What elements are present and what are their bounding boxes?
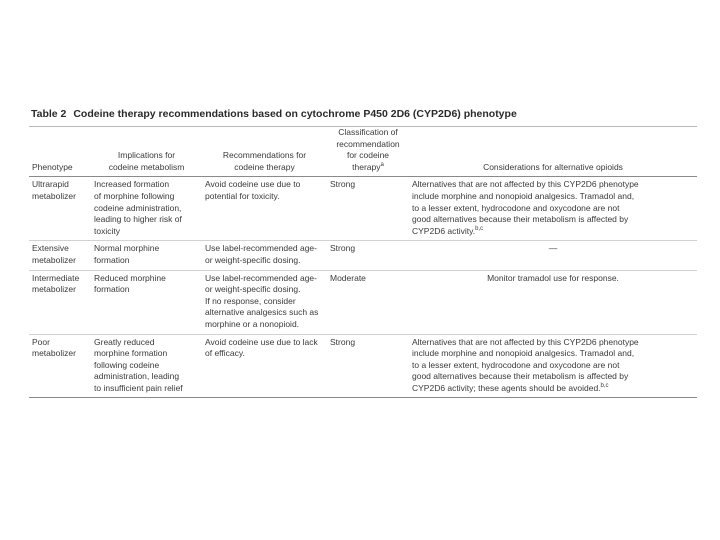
cell-implications: Reduced morphine formation xyxy=(91,270,202,334)
footnote-marker: b,c xyxy=(600,383,609,390)
cell-classification: Strong xyxy=(327,177,409,241)
header-considerations: Considerations for alternative opioids xyxy=(409,127,697,177)
header-implications: Implications for codeine metabolism xyxy=(91,127,202,177)
header-recommendations: Recommendations for codeine therapy xyxy=(202,127,327,177)
cell-considerations: — xyxy=(409,241,697,270)
table-row xyxy=(29,241,697,270)
cell-implications: Greatly reduced morphine formation following codeine administration, leading to insufficient pain relief xyxy=(91,334,202,398)
cell-phenotype: Ultrarapid metabolizer xyxy=(29,177,91,241)
cell-recommendations: Avoid codeine use due to lack of efficacy. xyxy=(202,334,327,398)
header-phenotype: Phenotype xyxy=(29,127,91,177)
cell-phenotype: Extensive metabolizer xyxy=(29,241,91,270)
recommendations-table xyxy=(29,126,697,398)
cell-implications: Normal morphine formation xyxy=(91,241,202,270)
cell-phenotype: Poor metabolizer xyxy=(29,334,91,398)
table-row xyxy=(29,270,697,334)
header-classification: Classification of recommendation for codeine therapy$^a$ xyxy=(327,127,409,177)
cell-recommendations: Use label-recommended age- or weight-specific dosing. xyxy=(202,241,327,270)
cell-considerations: Alternatives that are not affected by this CYP2D6 phenotype include morphine and nonopioid analgesics. Tramadol and, to a lesser extent, hydrocodone and oxycodone are not good alternatives because their metabolism is affected by CYP2D6 activity; these agents should be avoided.$^{b,c}$ xyxy=(409,334,697,398)
cell-implications: Increased formation of morphine following codeine administration, leading to higher risk of toxicity xyxy=(91,177,202,241)
cell-recommendations: Use label-recommended age- or weight-specific dosing. If no response, consider alternative analgesics such as morphine or a nonopioid. xyxy=(202,270,327,334)
cell-classification: Strong xyxy=(327,334,409,398)
cell-considerations: Monitor tramadol use for response. xyxy=(409,270,697,334)
cell-classification: Moderate xyxy=(327,270,409,334)
footnote-marker: a xyxy=(380,161,384,168)
document-page xyxy=(29,108,697,398)
cell-phenotype: Intermediate metabolizer xyxy=(29,270,91,334)
cell-classification: Strong xyxy=(327,241,409,270)
table-title: Codeine therapy recommendations based on cytochrome P450 2D6 (CYP2D6) phenotype xyxy=(73,108,517,120)
table-header-row xyxy=(29,127,697,177)
table-label: Table 2 xyxy=(31,108,67,120)
table-row xyxy=(29,334,697,398)
cell-considerations: Alternatives that are not affected by this CYP2D6 phenotype include morphine and nonopioid analgesics. Tramadol and, to a lesser extent, hydrocodone and oxycodone are not good alternatives because their metabolism is affected by CYP2D6 activity.$^{b,c}$ xyxy=(409,177,697,241)
footnote-marker: b,c xyxy=(475,225,484,232)
cell-recommendations: Avoid codeine use due to potential for toxicity. xyxy=(202,177,327,241)
table-row xyxy=(29,177,697,241)
table-caption xyxy=(31,108,697,120)
